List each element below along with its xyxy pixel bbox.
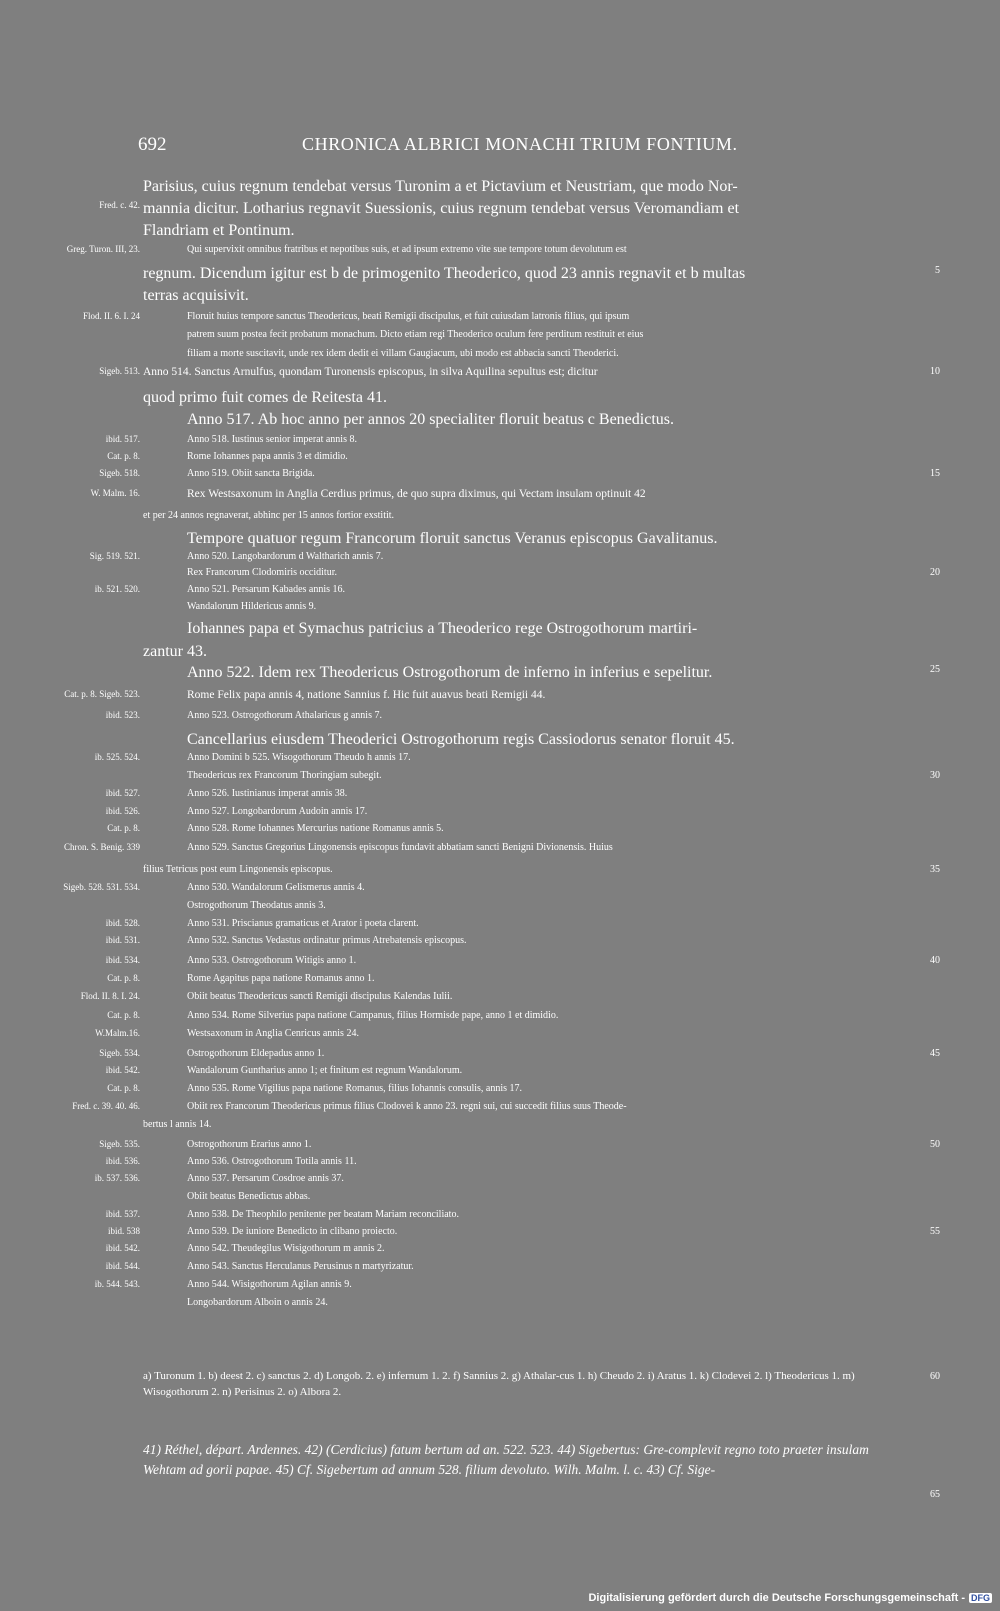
digitization-credit	[588, 1592, 992, 1604]
line-text: Flandriam et Pontinum.	[143, 222, 295, 239]
source-reference: Fred. c. 42.	[99, 200, 140, 210]
source-reference: ibid. 527.	[105, 788, 140, 798]
source-reference: Cat. p. 8.	[107, 451, 140, 461]
line-text: zantur 43.	[143, 643, 207, 660]
line-text: Anno 543. Sanctus Herculanus Perusinus n martyrizatur.	[187, 1261, 414, 1272]
line-number: 40	[930, 955, 940, 966]
line-text: filiam a morte suscitavit, unde rex idem dedit ei villam Gaugiacum, ubi modo est abbacia sancti Theoderici.	[187, 348, 619, 359]
footnotes-variants: a) Turonum 1. b) deest 2. c) sanctus 2. d) Longob. 2. e) infernum 1. 2. f) Sannius 2. g) Athalar-cus 1. h) Cheudo 2. i) Aratus 1. k) Clodevei 2. l) Theodericus 1. m) Wisogothorum 2. n) Perisinus 2. o) Albora 2.	[143, 1370, 855, 1398]
source-reference: Fred. c. 39. 40. 46.	[72, 1101, 140, 1111]
line-number: 10	[930, 366, 940, 377]
line-text: Anno 530. Wandalorum Gelismerus annis 4.	[187, 882, 365, 893]
line-text: Anno 517. Ab hoc anno per annos 20 specialiter floruit beatus c Benedictus.	[187, 411, 674, 428]
source-reference: ibid. 523.	[105, 710, 140, 720]
line-text: regnum. Dicendum igitur est b de primogenito Theoderico, quod 23 annis regnavit et b multas	[143, 265, 746, 282]
line-number: 60	[930, 1371, 940, 1382]
line-text: Anno 533. Ostrogothorum Witigis anno 1.	[187, 955, 357, 966]
line-text: Anno 521. Persarum Kabades annis 16.	[187, 584, 346, 595]
source-reference: ibid. 526.	[105, 806, 140, 816]
line-text: Anno 529. Sanctus Gregorius Lingonensis episcopus fundavit abbatiam sancti Benigni Divionensis. Huius	[187, 842, 613, 853]
line-text: Anno 534. Rome Silverius papa natione Campanus, filius Hormisde pape, anno 1 et dimidio.	[187, 1010, 559, 1021]
line-text: Wandalorum Guntharius anno 1; et finitum est regnum Wandalorum.	[187, 1065, 463, 1076]
line-number: 15	[930, 468, 940, 479]
line-text: Anno 538. De Theophilo penitente per beatam Mariam reconciliato.	[187, 1209, 459, 1220]
line-text: Anno 527. Longobardorum Audoin annis 17.	[187, 806, 368, 817]
source-reference: ib. 521. 520.	[94, 584, 140, 594]
source-reference: Cat. p. 8. Sigeb. 523.	[64, 689, 140, 699]
line-text: Qui supervixit omnibus fratribus et nepotibus suis, et ad ipsum extremo vite sue tempore totum devolutum est	[187, 244, 627, 255]
line-text: Anno 544. Wisigothorum Agilan annis 9.	[187, 1279, 352, 1290]
line-text: Obiit beatus Benedictus abbas.	[187, 1191, 311, 1202]
source-reference: Sigeb. 535.	[99, 1139, 140, 1149]
source-reference: Cat. p. 8.	[107, 1010, 140, 1020]
line-text: Wandalorum Hildericus annis 9.	[187, 601, 317, 612]
source-reference: ibid. 542.	[105, 1065, 140, 1075]
line-text: Anno 539. De iuniore Benedicto in clibano proiecto.	[187, 1226, 398, 1237]
source-reference: Cat. p. 8.	[107, 1083, 140, 1093]
line-number: 65	[930, 1489, 940, 1500]
line-text: Anno 528. Rome Iohannes Mercurius natione Romanus annis 5.	[187, 823, 444, 834]
page-header	[0, 134, 1000, 158]
line-number: 25	[930, 664, 940, 675]
line-text: bertus l annis 14.	[143, 1119, 212, 1130]
source-reference: Sigeb. 534.	[99, 1048, 140, 1058]
source-reference: Greg. Turon. III, 23.	[66, 244, 140, 254]
footnotes-commentary: 41) Réthel, départ. Ardennes. 42) (Cerdicius) fatum bertum ad an. 522. 523. 44) Sigebertus: Gre-complevit regno toto praeter insulam Wehtam ad gorii papae. 45) Cf. Sigebertum ad annum 528. filium devoluto. Wilh. Malm. l. c. 43) Cf. Sige-	[143, 1442, 869, 1477]
line-text: Anno Domini b 525. Wisogothorum Theudo h annis 17.	[187, 752, 411, 763]
line-text: terras acquisivit.	[143, 287, 249, 304]
line-text: Theodericus rex Francorum Thoringiam subegit.	[187, 770, 382, 781]
source-reference: Sigeb. 518.	[99, 468, 140, 478]
line-text: et per 24 annos regnaverat, abhinc per 15 annos fortior exstitit.	[143, 510, 395, 521]
line-text: Anno 518. Iustinus senior imperat annis 8.	[187, 434, 357, 445]
source-reference: ibid. 538	[107, 1226, 140, 1236]
source-reference: ibid. 544.	[105, 1261, 140, 1271]
source-reference: ibid. 542.	[105, 1243, 140, 1253]
credit-text: Digitalisierung gefördert durch die Deutsche Forschungsgemeinschaft -	[588, 1592, 965, 1604]
source-reference: Cat. p. 8.	[107, 823, 140, 833]
source-reference: ib. 544. 543.	[94, 1279, 140, 1289]
line-text: Rome Agapitus papa natione Romanus anno 1.	[187, 973, 375, 984]
line-text: quod primo fuit comes de Reitesta 41.	[143, 389, 387, 406]
line-number: 20	[930, 567, 940, 578]
line-text: Rome Felix papa annis 4, natione Sannius f. Hic fuit auavus beati Remigii 44.	[187, 689, 546, 701]
running-title: CHRONICA ALBRICI MONACHI TRIUM FONTIUM.	[302, 134, 738, 154]
line-text: patrem suum postea fecit probatum monachum. Dicto etiam regi Theoderico oculum fere perditum restituit et eius	[187, 329, 644, 340]
line-text: Obiit rex Francorum Theodericus primus filius Clodovei k anno 23. regni sui, cui succedit filius suus Theode-	[187, 1101, 627, 1112]
source-reference: Sigeb. 513.	[99, 366, 140, 376]
line-text: Anno 520. Langobardorum d Waltharich annis 7.	[187, 551, 384, 562]
source-reference: Flod. II. 6. I. 24	[83, 311, 140, 321]
source-reference: ibid. 534.	[105, 955, 140, 965]
line-text: Anno 532. Sanctus Vedastus ordinatur primus Atrebatensis episcopus.	[187, 935, 467, 946]
source-reference: ibid. 531.	[105, 935, 140, 945]
source-reference: Sig. 519. 521.	[89, 551, 140, 561]
line-text: Cancellarius eiusdem Theoderici Ostrogothorum regis Cassiodorus senator floruit 45.	[187, 731, 735, 748]
line-number: 55	[930, 1226, 940, 1237]
line-text: Floruit huius tempore sanctus Theodericus, beati Remigii discipulus, et fuit cuiusdam latronis filius, qui ipsum	[187, 311, 630, 322]
line-text: Anno 531. Priscianus gramaticus et Arator i poeta clarent.	[187, 918, 419, 929]
line-text: Obiit beatus Theodericus sancti Remigii discipulus Kalendas Iulii.	[187, 991, 453, 1002]
source-reference: ib. 525. 524.	[94, 752, 140, 762]
line-text: Ostrogothorum Erarius anno 1.	[187, 1139, 312, 1150]
source-reference: Cat. p. 8.	[107, 973, 140, 983]
line-text: Anno 526. Iustinianus imperat annis 38.	[187, 788, 348, 799]
line-text: Westsaxonum in Anglia Cenricus annis 24.	[187, 1028, 359, 1039]
line-text: Rex Francorum Clodomiris occiditur.	[187, 567, 337, 578]
source-reference: W. Malm. 16.	[90, 488, 140, 498]
line-text: Ostrogothorum Eldepadus anno 1.	[187, 1048, 325, 1059]
line-text: Iohannes papa et Symachus patricius a Theoderico rege Ostrogothorum martiri-	[187, 620, 698, 637]
line-number: 5	[935, 265, 940, 276]
line-text: Parisius, cuius regnum tendebat versus Turonim a et Pictavium et Neustriam, que modo Nor-	[143, 178, 738, 195]
line-text: mannia dicitur. Lotharius regnavit Suessionis, cuius regnum tendebat versus Veromandiam et	[143, 200, 740, 217]
source-reference: ib. 537. 536.	[94, 1173, 140, 1183]
source-reference: ibid. 536.	[105, 1156, 140, 1166]
source-reference: Flod. II. 8. I. 24.	[80, 991, 140, 1001]
dfg-logo-icon: DFG	[971, 1593, 990, 1603]
line-text: Rome Iohannes papa annis 3 et dimidio.	[187, 451, 348, 462]
line-number: 30	[930, 770, 940, 781]
line-number: 45	[930, 1048, 940, 1059]
source-reference: Chron. S. Benig. 339	[63, 842, 140, 852]
page-number: 692	[138, 134, 167, 155]
line-text: Anno 542. Theudegilus Wisigothorum m annis 2.	[187, 1243, 385, 1254]
line-text: Anno 514. Sanctus Arnulfus, quondam Turonensis episcopus, in silva Aquilina sepultus est; dicitur	[143, 366, 598, 378]
source-reference: ibid. 537.	[105, 1209, 140, 1219]
line-text: Anno 537. Persarum Cosdroe annis 37.	[187, 1173, 344, 1184]
source-reference: ibid. 517.	[105, 434, 140, 444]
line-text: Rex Westsaxonum in Anglia Cerdius primus, de quo supra diximus, qui Vectam insulam optinuit 42	[187, 488, 646, 500]
line-text: Anno 519. Obiit sancta Brigida.	[187, 468, 315, 479]
source-reference: Sigeb. 528. 531. 534.	[63, 882, 140, 892]
line-number: 50	[930, 1139, 940, 1150]
source-reference: ibid. 528.	[105, 918, 140, 928]
line-number: 35	[930, 864, 940, 875]
line-text: Anno 535. Rome Vigilius papa natione Romanus, filius Iohannis consulis, annis 17.	[187, 1083, 523, 1094]
line-text: Longobardorum Alboin o annis 24.	[187, 1297, 328, 1308]
line-text: Tempore quatuor regum Francorum floruit sanctus Veranus episcopus Gavalitanus.	[187, 530, 718, 547]
line-text: filius Tetricus post eum Lingonensis episcopus.	[143, 864, 333, 875]
line-text: Anno 522. Idem rex Theodericus Ostrogothorum de inferno in inferius e sepelitur.	[187, 664, 713, 681]
line-text: Anno 523. Ostrogothorum Athalaricus g annis 7.	[187, 710, 382, 721]
line-text: Ostrogothorum Theodatus annis 3.	[187, 900, 326, 911]
source-reference: W.Malm.16.	[95, 1028, 140, 1038]
line-text: Anno 536. Ostrogothorum Totila annis 11.	[187, 1156, 357, 1167]
